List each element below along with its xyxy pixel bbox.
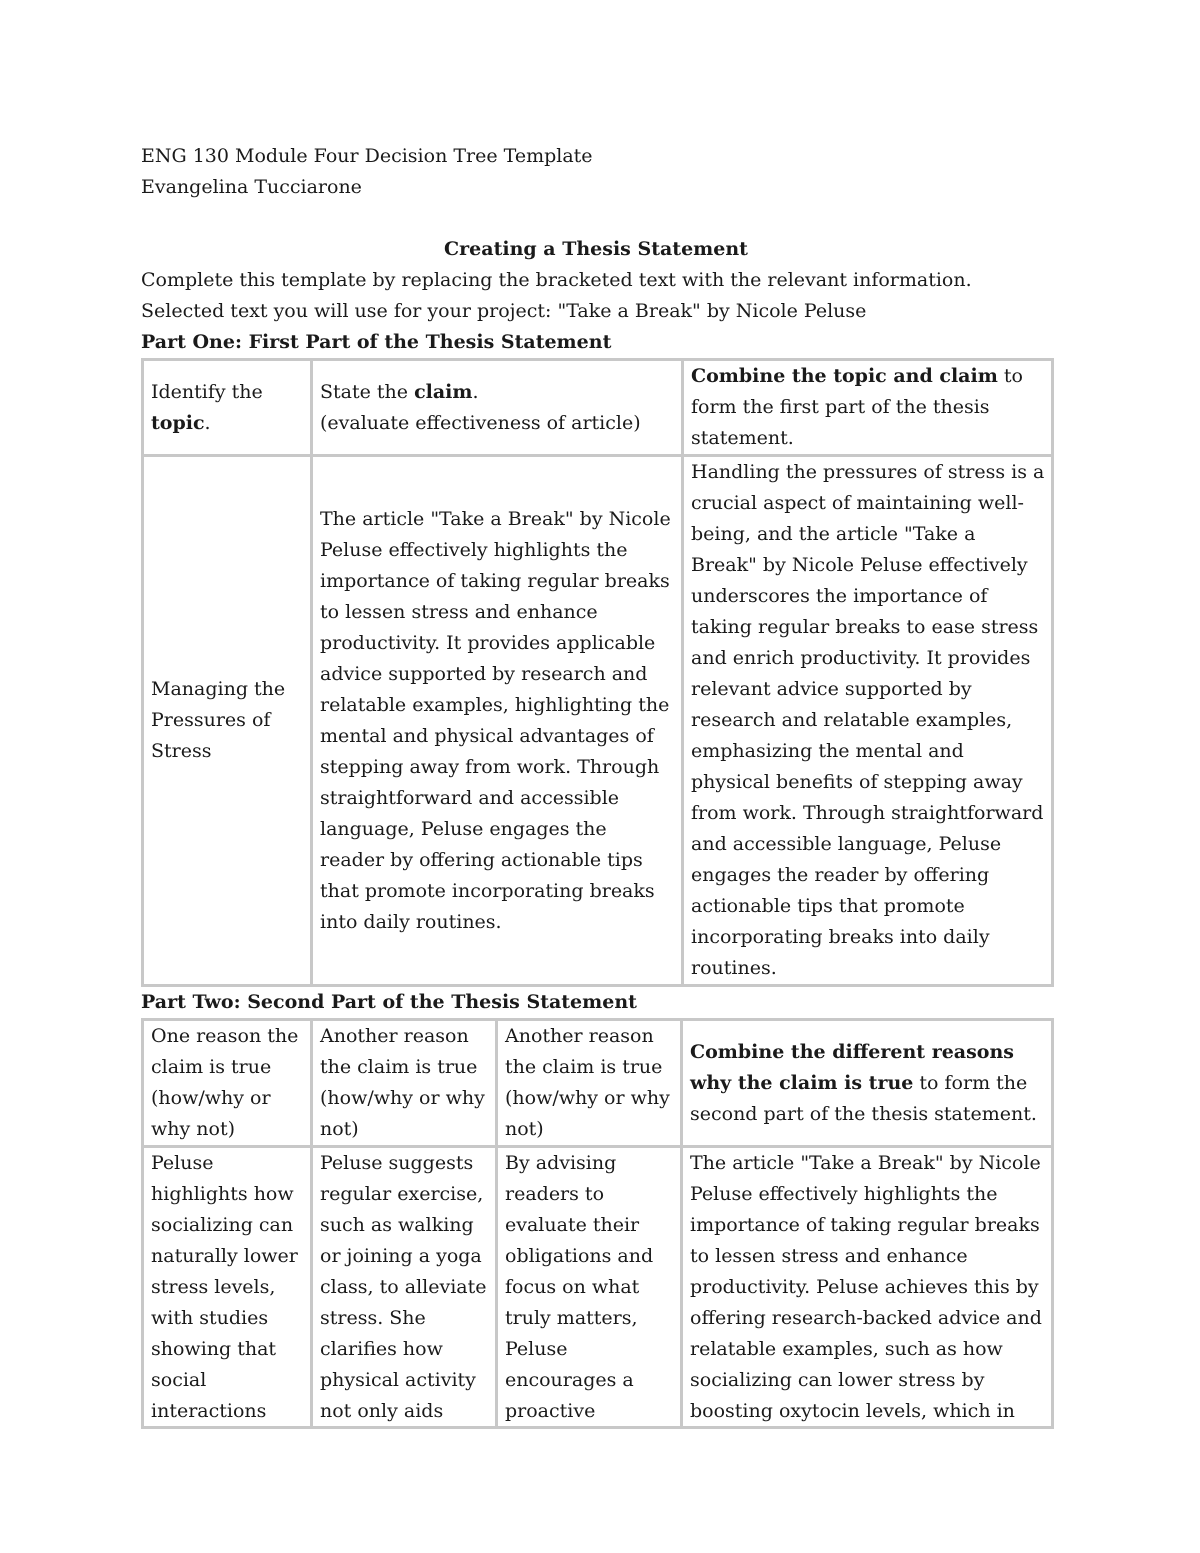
reason3-cell: By advising readers to evaluate their obligations and focus on what truly matters, Peluse encourages a proactive (497, 1147, 682, 1428)
part-two-heading: Part Two: Second Part of the Thesis Statement (141, 991, 637, 1013)
course-title: ENG 130 Module Four Decision Tree Template (141, 145, 593, 167)
reason2-header-cell: Another reason the claim is true (how/why or why not) (312, 1020, 497, 1147)
page-title: Creating a Thesis Statement (444, 238, 748, 260)
document-page (141, 141, 1051, 1429)
reason2-cell: Peluse suggests regular exercise, such as walking or joining a yoga class, to alleviate stress. She clarifies how physical activity not only aids (312, 1147, 497, 1428)
combine-header-cell: Combine the topic and claim to form the first part of the thesis statement. (683, 360, 1053, 456)
table-row (143, 456, 1053, 986)
reason3-header-cell: Another reason the claim is true (how/why or why not) (497, 1020, 682, 1147)
selected-text: Selected text you will use for your project: "Take a Break" by Nicole Peluse (141, 300, 867, 322)
part-two-table (141, 1018, 1054, 1429)
reason1-cell: Peluse highlights how socializing can naturally lower stress levels, with studies showing that social interactions (143, 1147, 312, 1428)
combined-cell: Handling the pressures of stress is a crucial aspect of maintaining well-being, and the article "Take a Break" by Nicole Peluse effectively underscores the importance of taking regular breaks to ease stress and enrich productivity. It provides relevant advice supported by research and relatable examples, emphasizing the mental and physical benefits of stepping away from work. Through straightforward and accessible language, Peluse engages the reader by offering actionable tips that promote incorporating breaks into daily routines. (683, 456, 1053, 986)
table-header-row (143, 360, 1053, 456)
instructions: Complete this template by replacing the bracketed text with the relevant information. (141, 269, 972, 291)
reason1-header-cell: One reason the claim is true (how/why or why not) (143, 1020, 312, 1147)
combined-reasons-cell: The article "Take a Break" by Nicole Peluse effectively highlights the importance of taking regular breaks to lessen stress and enhance productivity. Peluse achieves this by offering research-backed advice and relatable examples, such as how socializing can lower stress by boosting oxytocin levels, which in (682, 1147, 1053, 1428)
combine-reasons-header-cell: Combine the different reasons why the claim is true to form the second part of the thesis statement. (682, 1020, 1053, 1147)
part-one-table (141, 358, 1054, 987)
topic-header-cell: Identify the topic. (143, 360, 312, 456)
part-one-heading: Part One: First Part of the Thesis Statement (141, 331, 612, 353)
document-header (141, 141, 1051, 203)
table-row (143, 1147, 1053, 1428)
topic-cell: Managing the Pressures of Stress (143, 456, 312, 986)
table-header-row (143, 1020, 1053, 1147)
claim-header-cell: State the claim. (evaluate effectiveness of article) (312, 360, 683, 456)
claim-note: (evaluate effectiveness of article) (320, 411, 641, 434)
author-name: Evangelina Tucciarone (141, 176, 362, 198)
claim-cell: The article "Take a Break" by Nicole Peluse effectively highlights the importance of taking regular breaks to lessen stress and enhance productivity. It provides applicable advice supported by research and relatable examples, highlighting the mental and physical advantages of stepping away from work. Through straightforward and accessible language, Peluse engages the reader by offering actionable tips that promote incorporating breaks into daily routines. (312, 456, 683, 986)
